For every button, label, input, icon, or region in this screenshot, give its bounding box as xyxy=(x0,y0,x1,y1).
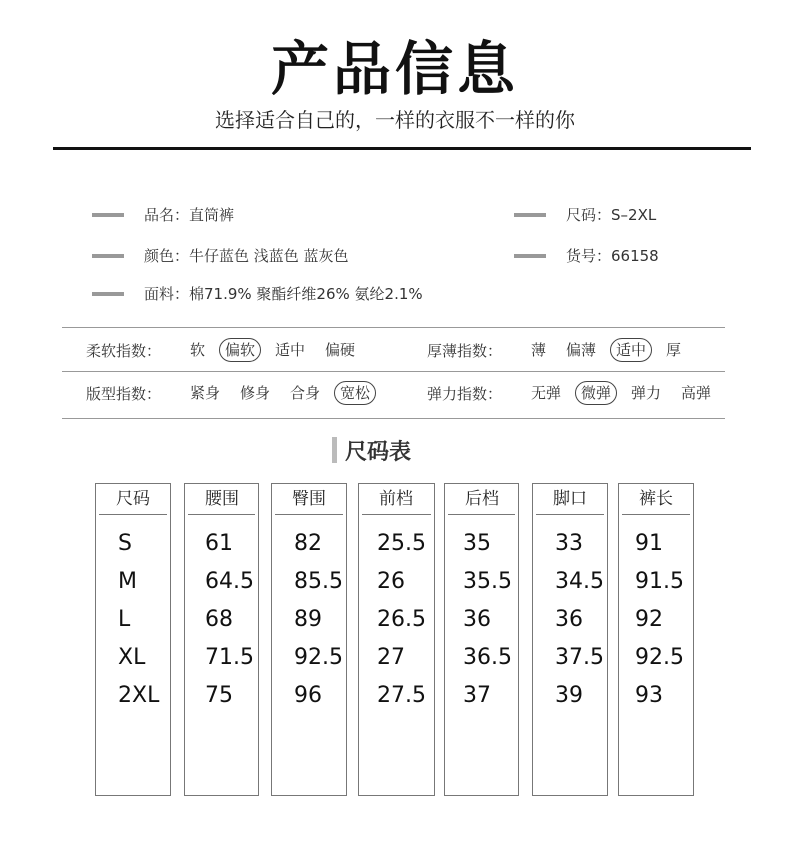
table-cell: 33 xyxy=(555,531,583,556)
size-column xyxy=(95,483,171,796)
attr-option: 修身 xyxy=(240,384,271,402)
table-cell: 68 xyxy=(205,607,233,632)
title-divider xyxy=(53,147,751,150)
attr-option-selected: 适中 xyxy=(610,338,652,362)
dash-icon xyxy=(92,213,124,217)
table-cell: 91.5 xyxy=(635,569,684,594)
info-name-text: 品名：直筒裤 xyxy=(144,206,235,224)
info-name xyxy=(92,204,234,225)
table-cell: 92 xyxy=(635,607,663,632)
table-cell: 82 xyxy=(294,531,322,556)
table-cell: 36.5 xyxy=(463,645,512,670)
attr-option: 厚 xyxy=(666,341,682,359)
column-header: 尺码 xyxy=(99,484,167,515)
attr-option-selected: 偏软 xyxy=(219,338,261,362)
attr-label: 弹力指数： xyxy=(427,384,503,403)
attr-divider-mid xyxy=(62,371,725,372)
size-column xyxy=(618,483,694,796)
attr-fit xyxy=(86,381,384,405)
attr-option: 软 xyxy=(190,341,206,359)
attr-option-selected: 宽松 xyxy=(334,381,376,405)
table-cell: 89 xyxy=(294,607,322,632)
table-cell: 37.5 xyxy=(555,645,604,670)
info-size xyxy=(514,204,656,225)
attr-option: 无弹 xyxy=(531,384,562,402)
info-fabric-text: 面料：棉71.9% 聚酯纤维26% 氨纶2.1% xyxy=(144,285,423,303)
attr-thickness xyxy=(427,338,695,362)
table-cell: 91 xyxy=(635,531,663,556)
table-cell: 37 xyxy=(463,683,491,708)
attr-softness xyxy=(86,338,369,362)
table-cell: 2XL xyxy=(118,683,160,708)
column-header: 臀围 xyxy=(275,484,343,515)
dash-icon xyxy=(514,254,546,258)
attr-divider-top xyxy=(62,327,725,328)
page-title: 产品信息 xyxy=(270,35,519,103)
info-color xyxy=(92,245,349,266)
table-cell: M xyxy=(118,569,137,594)
table-cell: 25.5 xyxy=(377,531,426,556)
attr-option: 偏薄 xyxy=(566,341,597,359)
attr-elasticity xyxy=(427,381,725,405)
attr-option: 适中 xyxy=(275,341,306,359)
table-cell: 92.5 xyxy=(294,645,343,670)
attr-option: 偏硬 xyxy=(325,341,356,359)
info-item-no xyxy=(514,245,659,266)
column-header: 脚口 xyxy=(536,484,604,515)
column-header: 腰围 xyxy=(188,484,255,515)
size-column xyxy=(184,483,259,796)
column-header: 裤长 xyxy=(622,484,690,515)
size-column xyxy=(358,483,435,796)
table-cell: 75 xyxy=(205,683,233,708)
attr-option: 紧身 xyxy=(190,384,221,402)
column-header: 前档 xyxy=(362,484,431,515)
info-color-text: 颜色：牛仔蓝色 浅蓝色 蓝灰色 xyxy=(144,247,349,265)
attr-option: 合身 xyxy=(290,384,321,402)
dash-icon xyxy=(92,254,124,258)
dash-icon xyxy=(92,292,124,296)
attr-option: 薄 xyxy=(531,341,547,359)
table-cell: 26.5 xyxy=(377,607,426,632)
table-cell: 36 xyxy=(463,607,491,632)
dash-icon xyxy=(514,213,546,217)
table-cell: 35 xyxy=(463,531,491,556)
table-cell: L xyxy=(118,607,131,632)
attr-option: 高弹 xyxy=(681,384,712,402)
attr-label: 厚薄指数： xyxy=(427,341,503,360)
attr-option-selected: 微弹 xyxy=(575,381,617,405)
size-table-title-text: 尺码表 xyxy=(345,439,412,465)
attr-label: 版型指数： xyxy=(86,384,162,403)
table-cell: 35.5 xyxy=(463,569,512,594)
title-bar-icon xyxy=(332,437,337,463)
table-cell: S xyxy=(118,531,132,556)
table-cell: 34.5 xyxy=(555,569,604,594)
size-column xyxy=(271,483,347,796)
table-cell: 26 xyxy=(377,569,405,594)
table-cell: 27 xyxy=(377,645,405,670)
attr-label: 柔软指数： xyxy=(86,341,162,360)
table-cell: 96 xyxy=(294,683,322,708)
size-column xyxy=(444,483,519,796)
table-cell: 36 xyxy=(555,607,583,632)
table-cell: 93 xyxy=(635,683,663,708)
size-table-title xyxy=(332,436,411,464)
info-size-text: 尺码：S–2XL xyxy=(566,206,657,224)
table-cell: 64.5 xyxy=(205,569,254,594)
attr-divider-bottom xyxy=(62,418,725,419)
table-cell: 71.5 xyxy=(205,645,254,670)
page-subtitle: 选择适合自己的，一样的衣服不一样的你 xyxy=(215,108,575,132)
table-cell: 85.5 xyxy=(294,569,343,594)
info-item-no-text: 货号：66158 xyxy=(566,247,659,265)
table-cell: 39 xyxy=(555,683,583,708)
table-cell: XL xyxy=(118,645,146,670)
column-header: 后档 xyxy=(448,484,515,515)
table-cell: 92.5 xyxy=(635,645,684,670)
size-column xyxy=(532,483,608,796)
table-cell: 27.5 xyxy=(377,683,426,708)
info-fabric xyxy=(92,283,423,304)
table-cell: 61 xyxy=(205,531,233,556)
attr-option: 弹力 xyxy=(631,384,662,402)
